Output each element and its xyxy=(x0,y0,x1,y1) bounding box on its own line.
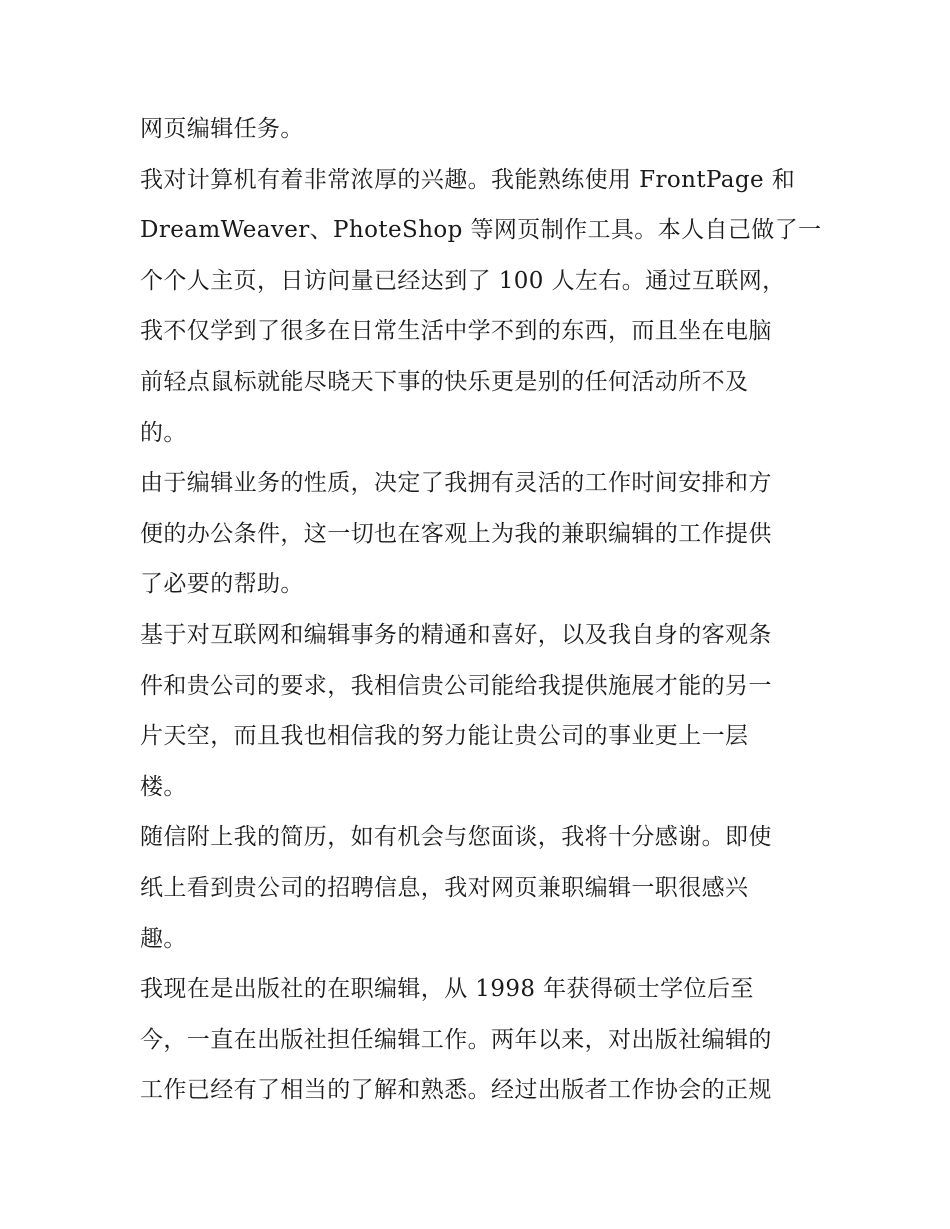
text-line: 我不仅学到了很多在日常生活中学不到的东西，而且坐在电脑 xyxy=(140,318,772,345)
text-line: 工作已经有了相当的了解和熟悉。经过出版者工作协会的正规 xyxy=(140,1077,772,1104)
body-text xyxy=(140,104,830,1116)
text-line: 个个人主页，日访问量已经达到了 100 人左右。通过互联网， xyxy=(140,267,786,294)
text-line: 今，一直在出版社担任编辑工作。两年以来，对出版社编辑的 xyxy=(140,1026,772,1053)
text-line: 我对计算机有着非常浓厚的兴趣。我能熟练使用 FrontPage 和 xyxy=(140,166,796,193)
text-line: 基于对互联网和编辑事务的精通和喜好，以及我自身的客观条 xyxy=(140,621,772,648)
text-line: 楼。 xyxy=(140,773,187,800)
text-line: 随信附上我的简历，如有机会与您面谈，我将十分感谢。即使 xyxy=(140,824,772,851)
text-line: 便的办公条件，这一切也在客观上为我的兼职编辑的工作提供 xyxy=(140,520,772,547)
text-line: 前轻点鼠标就能尽晓天下事的快乐更是别的任何活动所不及 xyxy=(140,368,749,395)
text-line: 趣。 xyxy=(140,925,187,952)
text-line: DreamWeaver、PhoteShop 等网页制作工具。本人自己做了一 xyxy=(140,217,822,244)
text-line: 的。 xyxy=(140,419,187,446)
text-line: 片天空，而且我也相信我的努力能让贵公司的事业更上一层 xyxy=(140,723,749,750)
text-line: 了必要的帮助。 xyxy=(140,571,304,598)
text-line: 由于编辑业务的性质，决定了我拥有灵活的工作时间安排和方 xyxy=(140,470,772,497)
text-line: 网页编辑任务。 xyxy=(140,116,304,142)
text-line: 我现在是出版社的在职编辑，从 1998 年获得硕士学位后至 xyxy=(140,976,754,1003)
text-line: 纸上看到贵公司的招聘信息，我对网页兼职编辑一职很感兴 xyxy=(140,874,749,901)
text-line: 件和贵公司的要求，我相信贵公司能给我提供施展才能的另一 xyxy=(140,672,772,699)
